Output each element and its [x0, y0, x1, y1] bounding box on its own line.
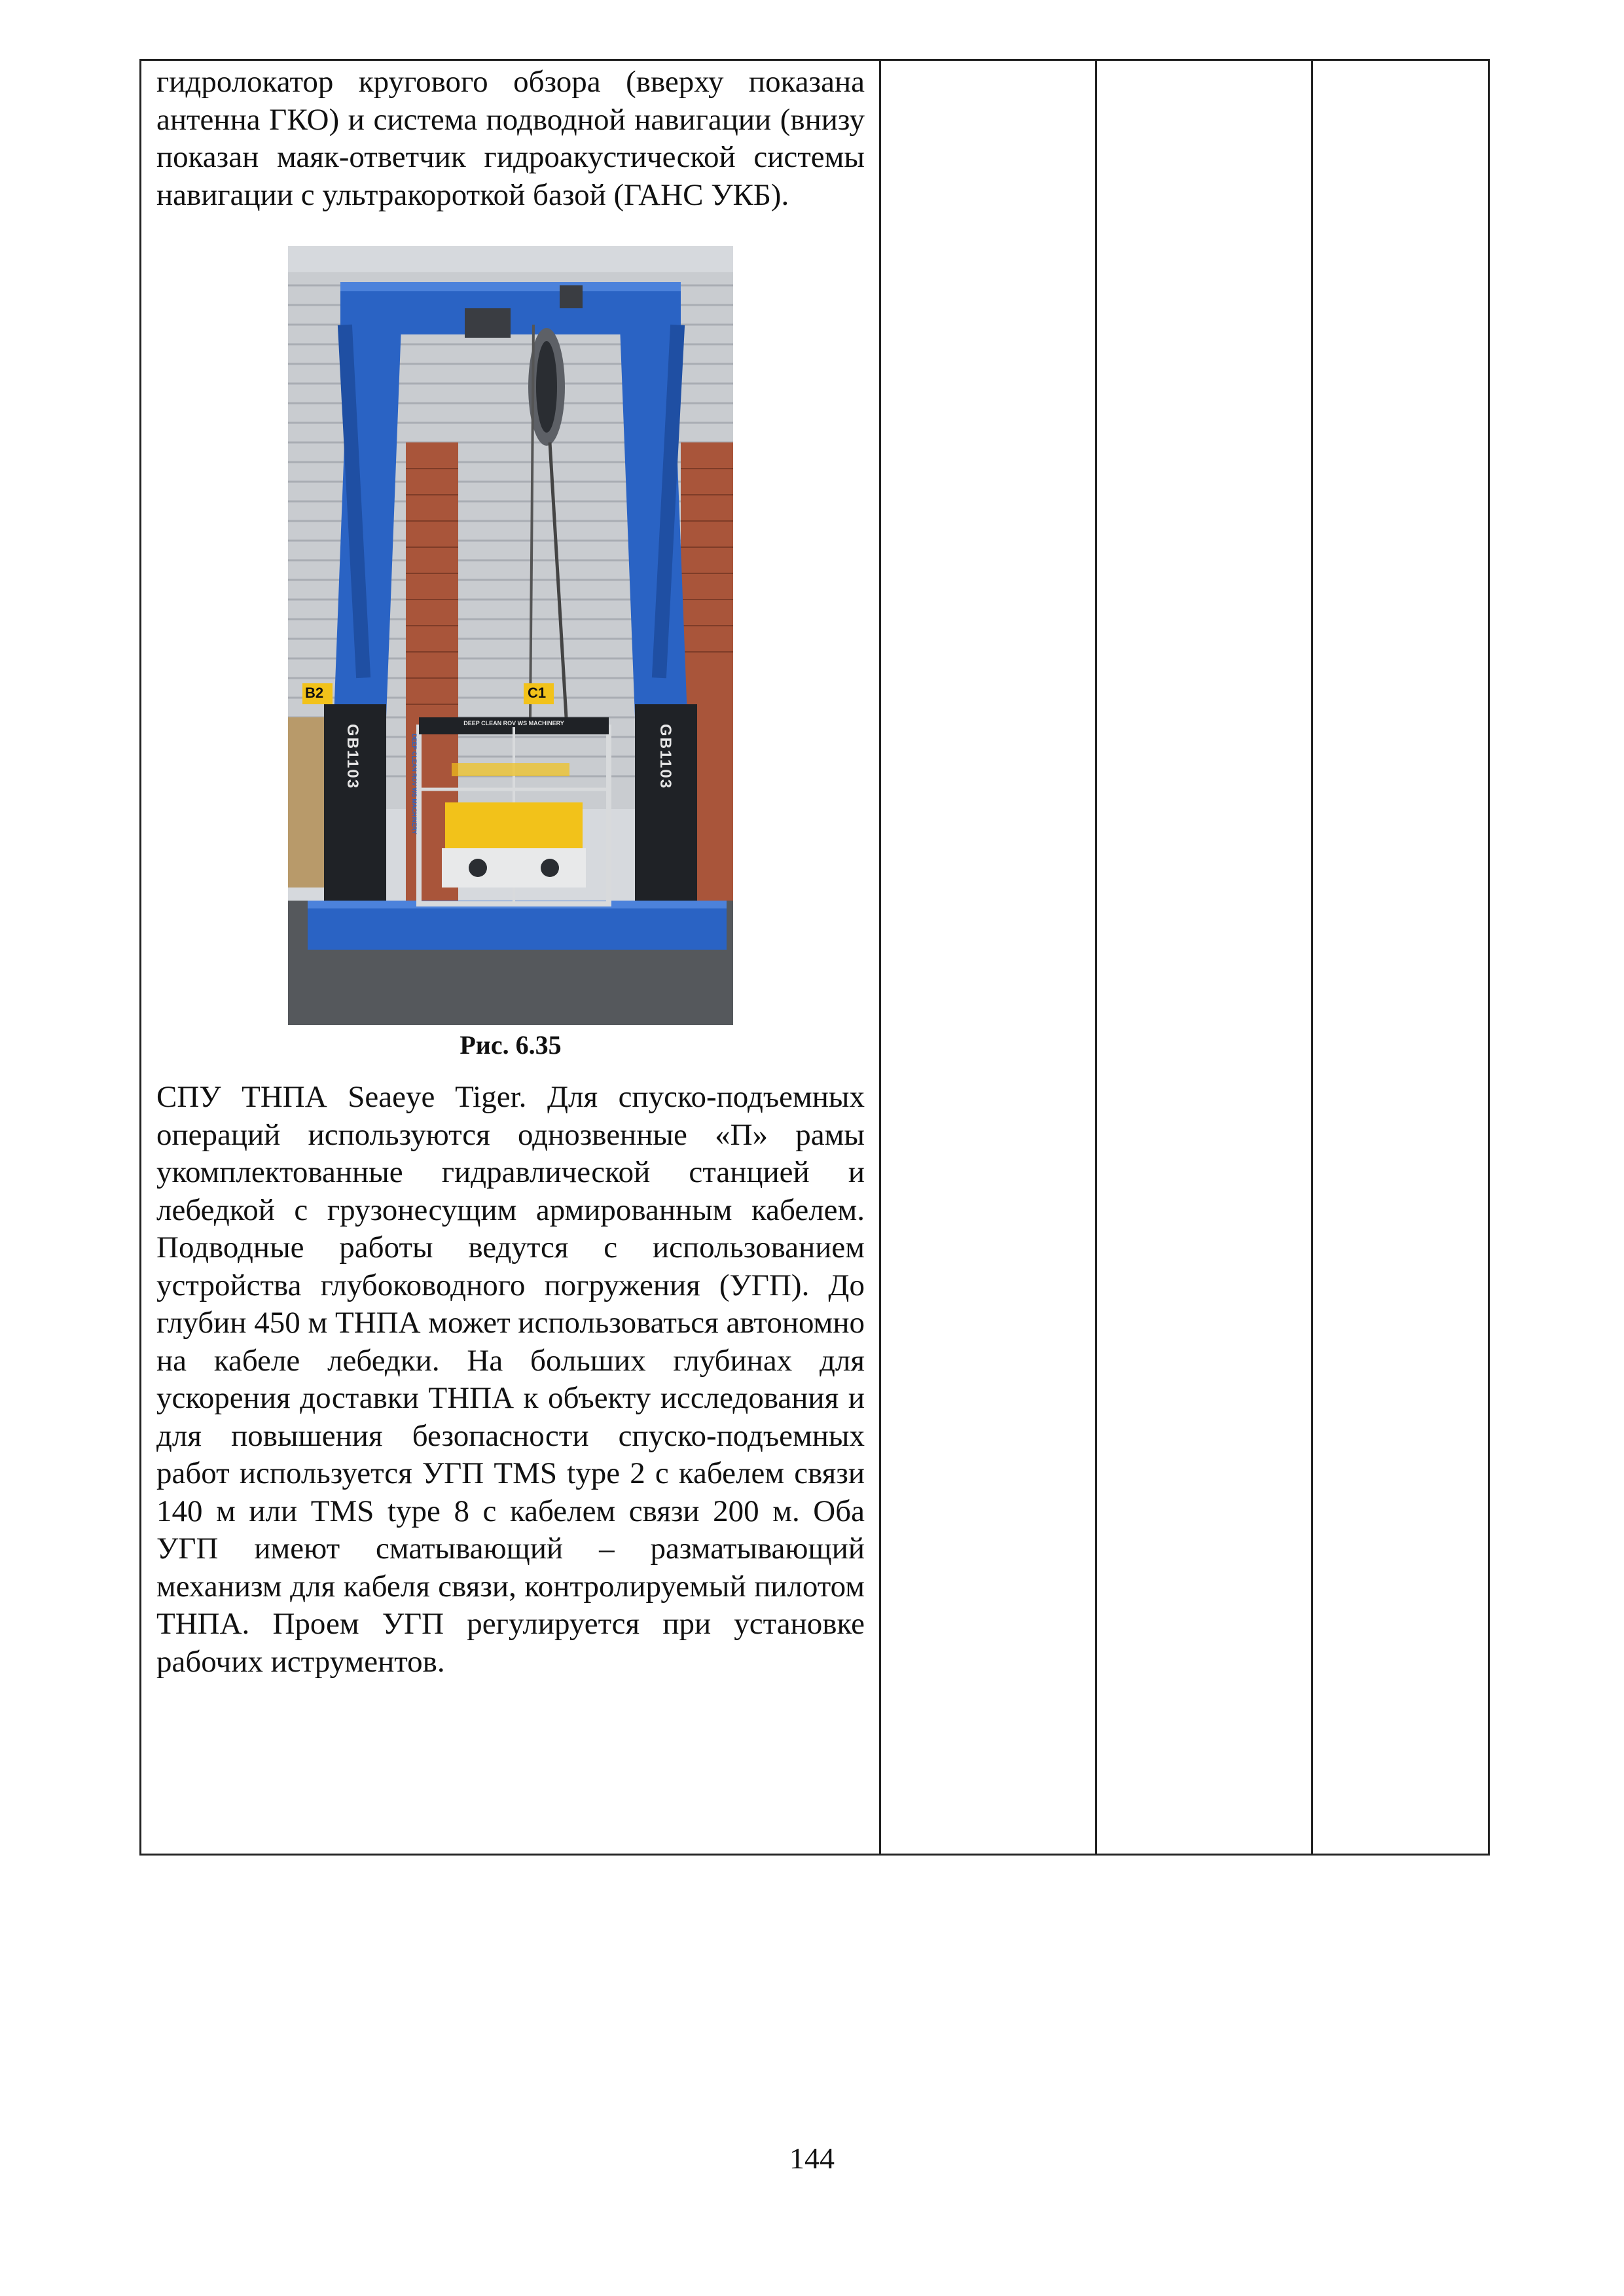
right-leg-label: GB1103 — [657, 724, 674, 790]
tag-b2: B2 — [305, 685, 324, 701]
launch-frame-photo — [288, 246, 733, 1025]
intro-paragraph: гидролокатор кругового обзора (вверху показана антенна ГКО) и система подводной навигации (внизу показан маяк-ответчик гидроакустической системы навигации с ультракороткой базой (ГАНС УКБ). — [156, 65, 865, 212]
description-cell — [141, 60, 880, 1855]
content-table — [139, 59, 1490, 1856]
cage-top-label: DEEP CLEAN ROV WS MACHINERY — [463, 720, 564, 726]
cage-side-label: DEEP CLEAN ROV WS MACHINERY — [411, 734, 418, 834]
tag-c1: C1 — [528, 685, 547, 701]
left-leg-label: GB1103 — [344, 724, 361, 790]
empty-cell-3 — [1096, 60, 1312, 1855]
main-paragraph: СПУ ТНПА Seaeye Tiger. Для спуско-подъемных операций используются однозвенные «П» рамы укомплектованные гидравлической станцией и лебедкой с грузонесущим армированным кабелем. Подводные работы ведутся с использованием устройства глубоководного погружения (УГП). До глубин 450 м ТНПА может использоваться автономно на кабеле лебедки. На больших глубинах для ускорения доставки ТНПА к объекту исследования и для повышения безопасности спуско-подъемных работ используется УГП TMS type 2 с кабелем связи 140 м или TMS type 8 с кабелем связи 200 м. Оба УГП имеют сматывающий – разматывающий механизм для кабеля связи, контролируемый пилотом ТНПА. Проем УГП регулируется при установке рабочих иструментов. — [156, 1080, 865, 1679]
figure-caption: Рис. 6.35 — [460, 1030, 562, 1060]
empty-cell-4 — [1312, 60, 1489, 1855]
empty-cell-2 — [880, 60, 1096, 1855]
page-number: 144 — [789, 2142, 835, 2175]
